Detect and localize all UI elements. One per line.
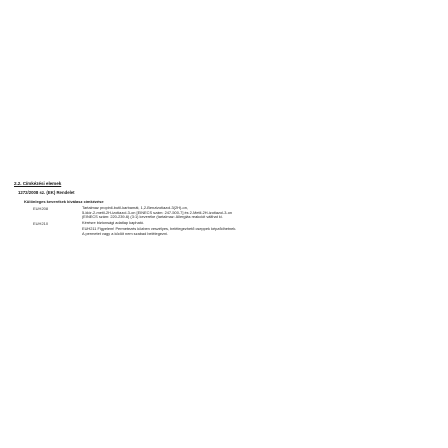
hazard-statement-line: 5-klór-2-metil-2H-izotiazol-3-on [EINECS szám: 247-500-7] és 2-Metil-2H-izotiazol-3-on [82,209,233,215]
labelling-subheading: Különleges keverékek kiválasz címkézése [24,199,104,204]
hazard-code: EUH210 [33,221,49,226]
hazard-statement-line: Kérésre biztonsági adatlap kapható. [82,220,145,225]
hazard-statement-line: (EINECS szám: 220-239-6) (3:1) keveréke (tartalmaz: Allergiás reakciót válthat ki. [82,214,223,220]
hazard-statement-line: EUH211 Figyelem! Permetezés közben veszélyes, belélegezhető cseppek képződhetnek. [82,226,237,231]
hazard-statement [82,227,382,236]
section-heading: 2.2. Címkézési elemek [14,181,62,186]
hazard-code: EUH208 [33,206,49,211]
hazard-statement-line: Tartalmaz propinil-butil-karbamát, 1,2-Benzizotiazol-3(2H)-on, [82,205,188,210]
hazard-statement [82,206,382,220]
regulation-title: 1272/2008 sz. (EK) Rendelet [18,190,75,195]
hazard-statement [82,221,382,226]
hazard-statement-line: A permetet vagy a ködöt nem szabad belélegezni. [82,230,169,236]
